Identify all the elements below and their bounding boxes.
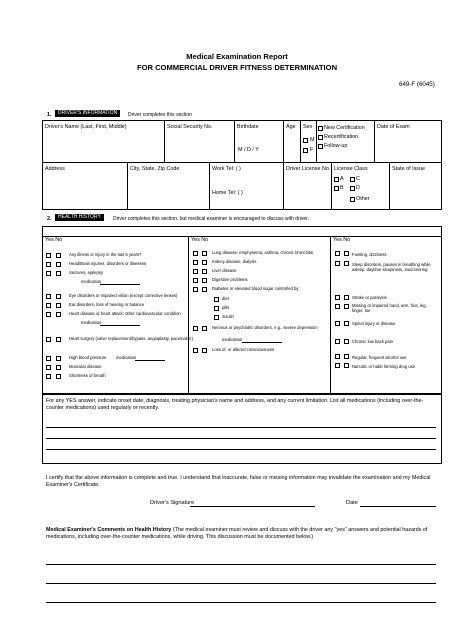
class-other-label: Other [356, 196, 370, 202]
explain-line-2[interactable] [46, 438, 436, 439]
col1-item-7: Heart disease or heart attack; other cardiovascular condition [69, 311, 181, 316]
col1-item-5: Eye disorders or impaired vision (except corrective lenses) [69, 293, 178, 298]
q17-no[interactable] [202, 348, 207, 353]
q6-no[interactable] [56, 312, 61, 317]
q12-no[interactable] [202, 260, 207, 265]
comment-line-1[interactable] [46, 564, 436, 565]
q18-no[interactable] [344, 251, 349, 256]
class-b-checkbox[interactable] [334, 186, 339, 191]
birthdate-label: Birthdate [237, 124, 259, 130]
col1-item-2: Head/Brain injuries, disorders or illnesses [69, 261, 147, 266]
col1-item-13: Shortness of breath [69, 373, 106, 378]
yes-no-header-2: Yes No [191, 237, 209, 243]
explain-text: For any YES answer, indicate onset date, diagnosis, treating physician's name and address, and any current limitation. List all medications (including over-the-counter medications) used regularly or recently. [46, 398, 424, 412]
col2-item-5: Diabetes or elevated blood sugar controlled by: [212, 286, 300, 291]
q21-no[interactable] [344, 304, 349, 309]
col3-item-1: Fainting, dizziness [352, 252, 387, 257]
recert-checkbox[interactable] [318, 135, 323, 140]
section2-tab: HEALTH HISTORY [55, 214, 104, 221]
signature-line[interactable] [190, 506, 315, 507]
section1-tab: DRIVER'S INFORMATION [55, 110, 120, 117]
new-cert-label: New Certification [324, 125, 365, 131]
q15-yes[interactable] [193, 287, 198, 292]
col2-item-2: Kidney disease, dialysis [212, 259, 257, 264]
q10-no[interactable] [56, 374, 61, 379]
divider [127, 162, 128, 210]
q7-yes[interactable] [46, 337, 51, 342]
col2-item-9: Nervous or psychiatric disorders, e.g., severe depression [212, 325, 318, 330]
divider [234, 120, 235, 162]
q12-yes[interactable] [193, 260, 198, 265]
certify-text: I certify that the above information is complete and true. I understand that inaccurate, false or missing information may invalidate the examination and my Medical Examiner's Certificate. [46, 475, 431, 489]
q16-yes[interactable] [193, 326, 198, 331]
home-tel-label: Home Tel: ( ) [212, 190, 243, 196]
explain-line-3[interactable] [46, 449, 436, 450]
q13-yes[interactable] [193, 269, 198, 274]
col2-item-4: Digestive problems [212, 277, 248, 282]
sex-label: Sex [303, 124, 313, 130]
work-tel-label: Work Tel: ( ) [212, 166, 241, 172]
q23-no[interactable] [344, 339, 349, 344]
q15-no[interactable] [202, 287, 207, 292]
comment-line-2[interactable] [46, 583, 436, 584]
q11-yes[interactable] [193, 251, 198, 256]
class-other-checkbox[interactable] [350, 197, 355, 202]
divider [42, 236, 442, 237]
divider [331, 162, 332, 210]
divider [374, 120, 375, 162]
class-b-label: B [340, 185, 344, 191]
date-exam-label: Date of Exam [377, 124, 410, 130]
followup-checkbox[interactable] [318, 144, 323, 149]
comments-block [46, 527, 440, 542]
date-line[interactable] [360, 506, 436, 507]
col2-item-1: Lung disease, emphysema, asthma, chronic bronchitis [212, 250, 314, 255]
q21-yes[interactable] [335, 304, 340, 309]
q9-no[interactable] [56, 365, 61, 370]
q22-no[interactable] [344, 321, 349, 326]
q6-yes[interactable] [46, 312, 51, 317]
section1-number: 1. [47, 112, 52, 118]
q24-yes[interactable] [335, 354, 340, 359]
class-d-label: D [356, 185, 360, 191]
q3-yes[interactable] [46, 271, 51, 276]
divider [300, 120, 301, 162]
q8-no[interactable] [56, 356, 61, 361]
q5-no[interactable] [56, 303, 61, 308]
ssn-label: Social Security No. [167, 124, 213, 130]
age-label: Age [286, 124, 296, 130]
class-c-checkbox[interactable] [350, 177, 355, 182]
col2-item-10: medication [222, 337, 243, 342]
divider [188, 236, 189, 394]
recert-label: Recertification [324, 134, 359, 140]
col2-item-6: diet [222, 296, 229, 301]
col1-item-11: medication [116, 355, 137, 360]
class-d-checkbox[interactable] [350, 186, 355, 191]
col2-item-11: Loss of, or altered consciousness [212, 347, 275, 352]
diet-checkbox[interactable] [214, 297, 219, 302]
q1-no[interactable] [56, 253, 61, 258]
col1-item-3: Seizures, epilepsy [69, 270, 103, 275]
divider [330, 236, 331, 394]
col1-item-12: Muscular disease [69, 364, 102, 369]
address-label: Address [45, 166, 65, 172]
sex-f-checkbox[interactable] [303, 148, 308, 153]
followup-label: Follow-up [324, 143, 348, 149]
q19-yes[interactable] [335, 261, 340, 266]
form-title: Medical Examination Report [186, 52, 288, 61]
divider [316, 120, 317, 162]
col2-item-7: pills [222, 305, 230, 310]
q9-yes[interactable] [46, 365, 51, 370]
q25-no[interactable] [344, 363, 349, 368]
col1-item-4: medication [81, 279, 102, 284]
comments-heading: Medical Examiner's Comments on Health History [46, 527, 172, 533]
q17-yes[interactable] [193, 348, 198, 353]
q4-no[interactable] [56, 294, 61, 299]
col1-item-8: medication [81, 320, 102, 325]
divider [283, 162, 284, 210]
col3-item-8: Narcotic or habit forming drug use [352, 364, 416, 369]
signature-label: Driver's Signature [150, 500, 195, 506]
q18-yes[interactable] [335, 251, 340, 256]
col1-item-9: Heart surgery (valve replacement/bypass, angioplasty, pacemaker) [69, 336, 193, 341]
name-label: Driver's Name (Last, First, Middle) [45, 124, 127, 130]
date-label: Date [346, 500, 358, 506]
q10-yes[interactable] [46, 374, 51, 379]
section2-desc: Driver completes this section, but medical examiner is encouraged to discuss with driver. [113, 216, 309, 222]
class-c-label: C [356, 176, 360, 182]
section1-desc: Driver completes this section [128, 112, 192, 118]
q14-no[interactable] [202, 278, 207, 283]
q25-yes[interactable] [335, 363, 340, 368]
license-no-label: Driver License No. [286, 166, 331, 172]
col3-item-3: Stroke or paralysis [352, 295, 387, 300]
state-issue-label: State of Issue [392, 166, 425, 172]
q1-yes[interactable] [46, 253, 51, 258]
q14-yes[interactable] [193, 278, 198, 283]
q7-no[interactable] [56, 337, 61, 342]
sex-m-checkbox[interactable] [303, 138, 308, 143]
medication-line[interactable] [100, 325, 140, 326]
comment-line-3[interactable] [46, 602, 436, 603]
q20-no[interactable] [344, 295, 349, 300]
medication-line[interactable] [135, 360, 165, 361]
q2-yes[interactable] [46, 262, 51, 267]
q20-yes[interactable] [335, 295, 340, 300]
divider [389, 162, 390, 210]
new-cert-checkbox[interactable] [318, 126, 323, 131]
col1-item-10: High blood pressure [69, 355, 107, 360]
col1-item-1: Any illness or injury in the last 5 years? [69, 252, 142, 257]
yes-no-header-3: Yes No [333, 237, 351, 243]
section2-number: 2. [47, 216, 52, 222]
col3-item-5: Spinal injury or disease [352, 321, 396, 326]
comments-text: (The medical examiner must review and discuss with the driver any "yes" answers and potential hazards of medications, including over-the-counter medications, while driving. This discussion must be documented below.) [46, 527, 428, 541]
col1-item-6: Ear disorders, loss of hearing or balance [69, 302, 145, 307]
medication-line[interactable] [242, 342, 282, 343]
license-class-label: License Class [334, 166, 368, 172]
yes-no-header-1: Yes No [45, 237, 63, 243]
divider [164, 120, 165, 162]
class-a-label: A [340, 176, 344, 182]
col3-item-4: Missing or impaired hand, arm, foot, leg, finger, toe [352, 303, 427, 313]
divider [209, 162, 210, 210]
pills-checkbox[interactable] [214, 306, 219, 311]
divider [42, 162, 442, 163]
explain-line-1[interactable] [46, 427, 436, 428]
q3-no[interactable] [56, 271, 61, 276]
col3-item-2: Sleep disorders, pauses in breathing while asleep, daytime sleepiness, loud snoring [352, 262, 431, 272]
q5-yes[interactable] [46, 303, 51, 308]
q2-no[interactable] [56, 262, 61, 267]
q13-no[interactable] [202, 269, 207, 274]
sex-f-label: F [310, 147, 314, 153]
q11-no[interactable] [202, 251, 207, 256]
q8-yes[interactable] [46, 356, 51, 361]
form-subtitle: FOR COMMERCIAL DRIVER FITNESS DETERMINATION [136, 63, 338, 72]
sex-m-label: M [310, 137, 315, 143]
medication-line[interactable] [100, 284, 140, 285]
q4-yes[interactable] [46, 294, 51, 299]
col3-item-7: Regular, frequent alcohol use [352, 355, 407, 360]
col2-item-3: Liver disease [212, 268, 237, 273]
city-label: City, State, Zip Code [130, 166, 180, 172]
q23-yes[interactable] [335, 339, 340, 344]
q22-yes[interactable] [335, 321, 340, 326]
col2-item-8: insulin [222, 314, 234, 319]
class-a-checkbox[interactable] [334, 177, 339, 182]
col3-item-6: Chronic low back pain [352, 339, 393, 344]
q24-no[interactable] [344, 354, 349, 359]
birthdate-format: M / D / Y [238, 147, 259, 153]
divider [283, 120, 284, 162]
q19-no[interactable] [344, 261, 349, 266]
form-number: 649-F (6045) [399, 81, 435, 88]
q16-no[interactable] [202, 326, 207, 331]
insulin-checkbox[interactable] [214, 315, 219, 320]
